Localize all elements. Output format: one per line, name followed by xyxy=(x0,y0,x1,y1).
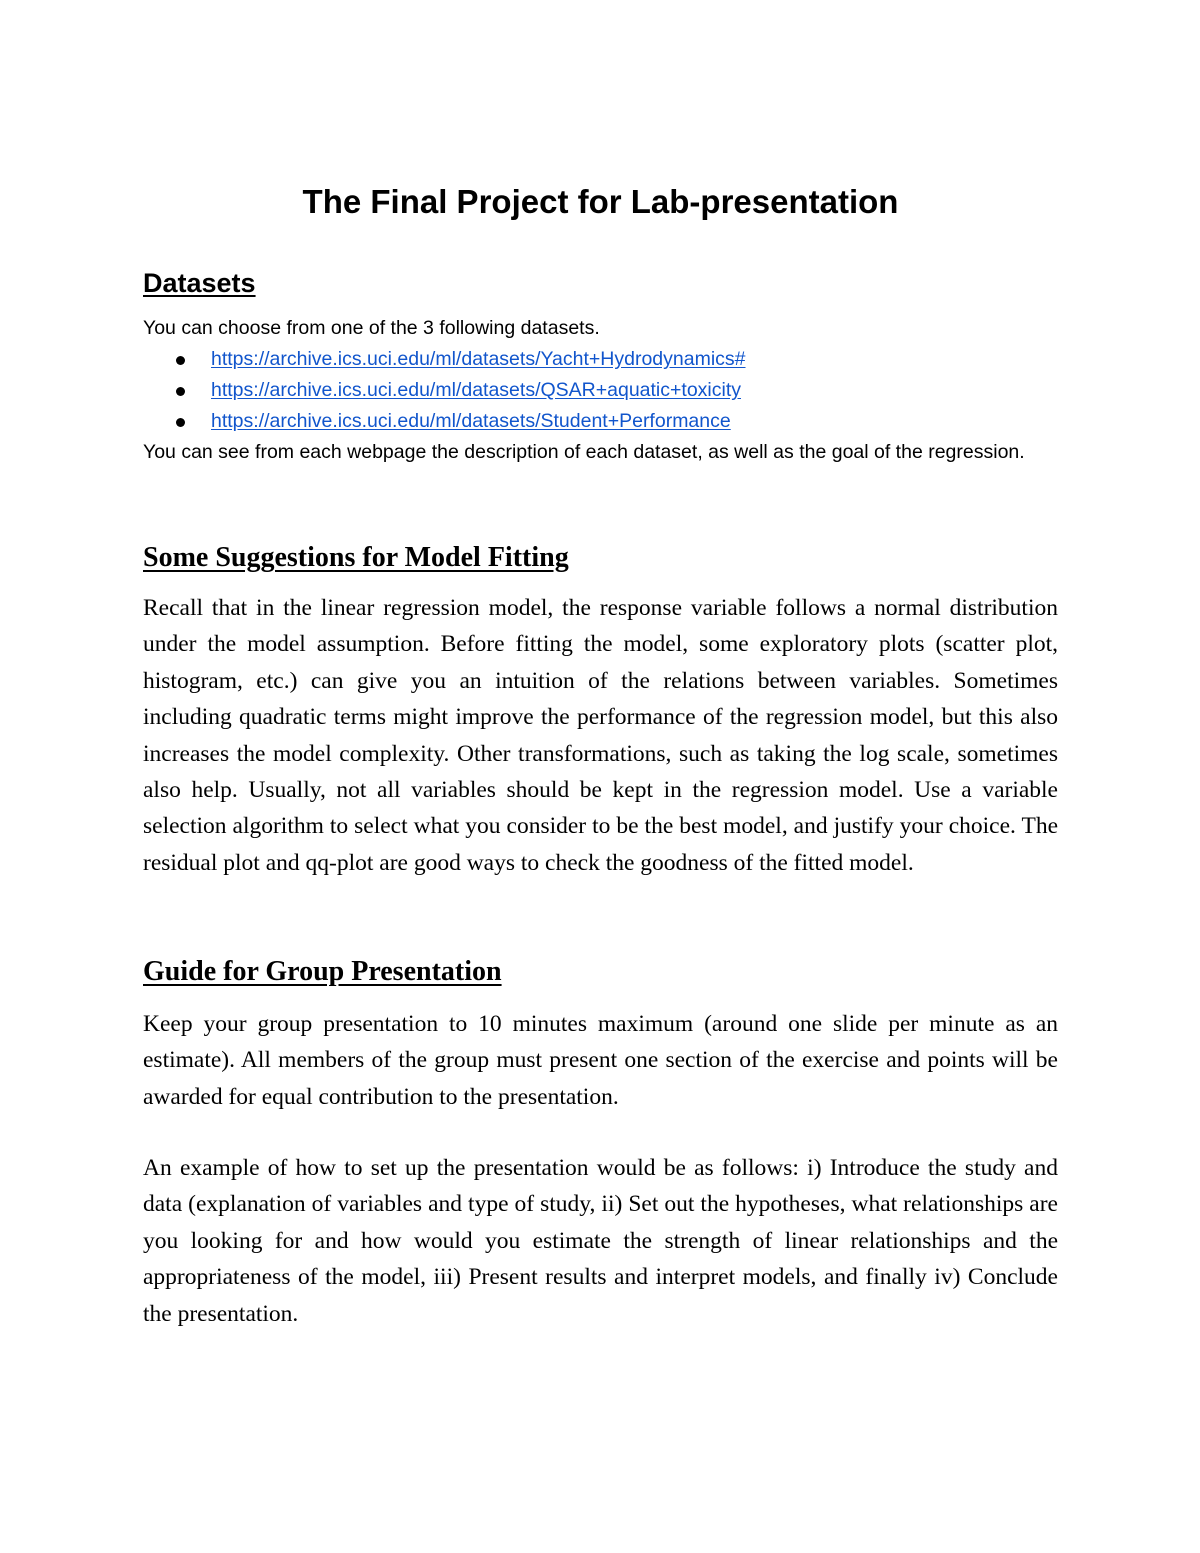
datasets-heading: Datasets xyxy=(143,268,256,298)
dataset-link-student[interactable]: https://archive.ics.uci.edu/ml/datasets/Student+Performance xyxy=(211,410,731,432)
model-fitting-body: Recall that in the linear regression model, the response variable follows a normal distribution under the model assumption. Before fitting the model, some exploratory plots (scatter plot, histogram, etc.) can give you an intuition of the relations between variables. Sometimes including quadratic terms might improve the performance of the regression model, but this also increases the model complexity. Other transformations, such as taking the log scale, sometimes also help. Usually, not all variables should be kept in the regression model. Use a variable selection algorithm to select what you consider to be the best model, and justify your choice. The residual plot and qq-plot are good ways to check the goodness of the fitted model. xyxy=(143,595,1058,876)
list-item xyxy=(143,344,1058,375)
bullet-icon xyxy=(176,418,185,427)
dataset-link-list xyxy=(143,344,1058,437)
dataset-link-qsar[interactable]: https://archive.ics.uci.edu/ml/datasets/QSAR+aquatic+toxicity xyxy=(211,379,741,401)
list-item xyxy=(143,406,1058,437)
bullet-icon xyxy=(176,356,185,365)
datasets-outro: You can see from each webpage the description of each dataset, as well as the goal of the regression. xyxy=(143,441,1025,463)
presentation-paragraph-2: An example of how to set up the presentation would be as follows: i) Introduce the study and data (explanation of variables and type of study, ii) Set out the hypotheses, what relationships are you looking for and how would you estimate the strength of linear relationships and the appropriateness of the model, iii) Present results and interpret models, and finally iv) Conclude the presentation. xyxy=(143,1155,1058,1327)
datasets-intro: You can choose from one of the 3 following datasets. xyxy=(143,317,600,339)
dataset-link-yacht[interactable]: https://archive.ics.uci.edu/ml/datasets/Yacht+Hydrodynamics# xyxy=(211,348,746,370)
presentation-heading: Guide for Group Presentation xyxy=(143,956,502,987)
list-item xyxy=(143,375,1058,406)
bullet-icon xyxy=(176,387,185,396)
model-fitting-heading: Some Suggestions for Model Fitting xyxy=(143,542,569,573)
presentation-paragraph-1: Keep your group presentation to 10 minutes maximum (around one slide per minute as an estimate). All members of the group must present one section of the exercise and points will be awarded for equal contribution to the presentation. xyxy=(143,1011,1058,1110)
document-title: The Final Project for Lab-presentation xyxy=(302,183,899,220)
